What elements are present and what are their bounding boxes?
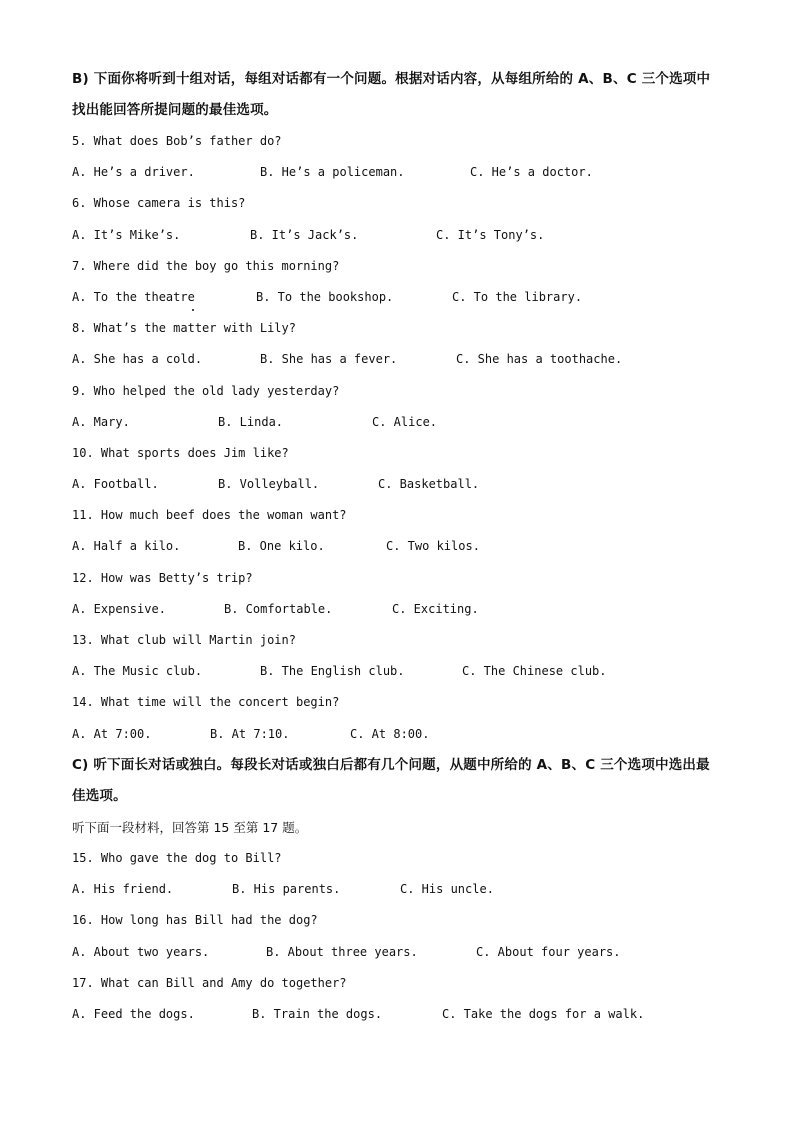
option-a: A. The Music club.: [72, 664, 203, 679]
option-b: B. At 7:10.: [210, 726, 290, 741]
question-13: 13. What club will Martin join?: [72, 633, 296, 647]
question-8: 8. What’s the matter with Lily?: [72, 321, 296, 336]
option-c: C. Basketball.: [378, 477, 480, 492]
options-13: [72, 656, 732, 687]
option-b: B. One kilo.: [238, 539, 325, 554]
options-12: [72, 594, 732, 625]
option-a: A. Feed the dogs.: [72, 1006, 195, 1021]
section-b-heading-line1: B) 下面你将听到十组对话，每组对话都有一个问题。根据对话内容，从每组所给的 A、B、C 三个选项中: [72, 71, 711, 87]
question-5: 5. What does Bob’s father do?: [72, 134, 282, 148]
option-c: C. Exciting.: [392, 601, 479, 616]
options-7: [72, 282, 732, 313]
section-c-heading-line2: 佳选项。: [72, 787, 127, 804]
question-11: 11. How much beef does the woman want?: [72, 508, 347, 523]
options-8: [72, 344, 732, 375]
options-9: [72, 407, 732, 438]
option-a: A. It’s Mike’s.: [72, 227, 181, 242]
option-a: A. His friend.: [72, 882, 174, 897]
option-b: B. About three years.: [266, 944, 418, 959]
question-12: 12. How was Betty’s trip?: [72, 570, 253, 585]
option-b: B. Linda.: [218, 414, 284, 429]
option-c: C. The Chinese club.: [462, 664, 607, 679]
option-c: C. At 8:00.: [350, 726, 430, 741]
stray-dot-mark: [192, 309, 194, 311]
option-b: B. Train the dogs.: [252, 1006, 383, 1021]
option-b: B. She has a fever.: [260, 352, 398, 367]
option-c: C. Two kilos.: [386, 539, 480, 554]
option-a: A. He’s a driver.: [72, 165, 195, 180]
section-b-heading-line2: 找出能回答所提问题的最佳选项。: [72, 102, 278, 118]
option-c: C. To the library.: [452, 289, 583, 304]
option-c: C. Alice.: [372, 414, 438, 429]
option-a: A. She has a cold.: [72, 352, 203, 367]
option-b: B. His parents.: [232, 882, 341, 897]
options-14: [72, 719, 732, 750]
option-c: C. About four years.: [476, 944, 621, 959]
section-c-heading-line1: C) 听下面长对话或独白。每段长对话或独白后都有几个问题，从题中所给的 A、B、C 三个选项中选出最: [72, 756, 710, 773]
question-7: 7. Where did the boy go this morning?: [72, 258, 340, 273]
option-a: A. Football.: [72, 477, 159, 492]
options-17: [72, 999, 732, 1030]
section-c-instruction: 听下面一段材料，回答第 15 至第 17 题。: [72, 819, 308, 835]
option-c: C. Take the dogs for a walk.: [442, 1006, 645, 1021]
option-a: A. To the theatre: [72, 289, 195, 304]
option-b: B. He’s a policeman.: [260, 165, 405, 180]
option-b: B. It’s Jack’s.: [250, 227, 359, 242]
options-10: [72, 469, 732, 500]
question-9: 9. Who helped the old lady yesterday?: [72, 383, 340, 398]
question-15: 15. Who gave the dog to Bill?: [72, 850, 282, 865]
question-10: 10. What sports does Jim like?: [72, 445, 289, 460]
option-b: B. To the bookshop.: [256, 289, 394, 304]
exam-page: [72, 64, 732, 1030]
option-a: A. At 7:00.: [72, 726, 152, 741]
options-11: [72, 531, 732, 562]
question-17: 17. What can Bill and Amy do together?: [72, 975, 347, 990]
question-6: 6. Whose camera is this?: [72, 196, 246, 211]
option-b: B. The English club.: [260, 664, 405, 679]
option-c: C. He’s a doctor.: [470, 165, 593, 180]
option-b: B. Volleyball.: [218, 477, 320, 492]
options-6: [72, 220, 732, 251]
options-16: [72, 937, 732, 968]
question-16: 16. How long has Bill had the dog?: [72, 913, 318, 928]
option-a: A. About two years.: [72, 944, 210, 959]
option-c: C. It’s Tony’s.: [436, 227, 545, 242]
option-c: C. She has a toothache.: [456, 352, 623, 367]
option-c: C. His uncle.: [400, 882, 494, 897]
option-b: B. Comfortable.: [224, 601, 333, 616]
option-a: A. Expensive.: [72, 601, 166, 616]
options-5: [72, 157, 732, 188]
question-14: 14. What time will the concert begin?: [72, 695, 340, 710]
option-a: A. Half a kilo.: [72, 539, 181, 554]
options-15: [72, 874, 732, 905]
option-a: A. Mary.: [72, 414, 130, 429]
